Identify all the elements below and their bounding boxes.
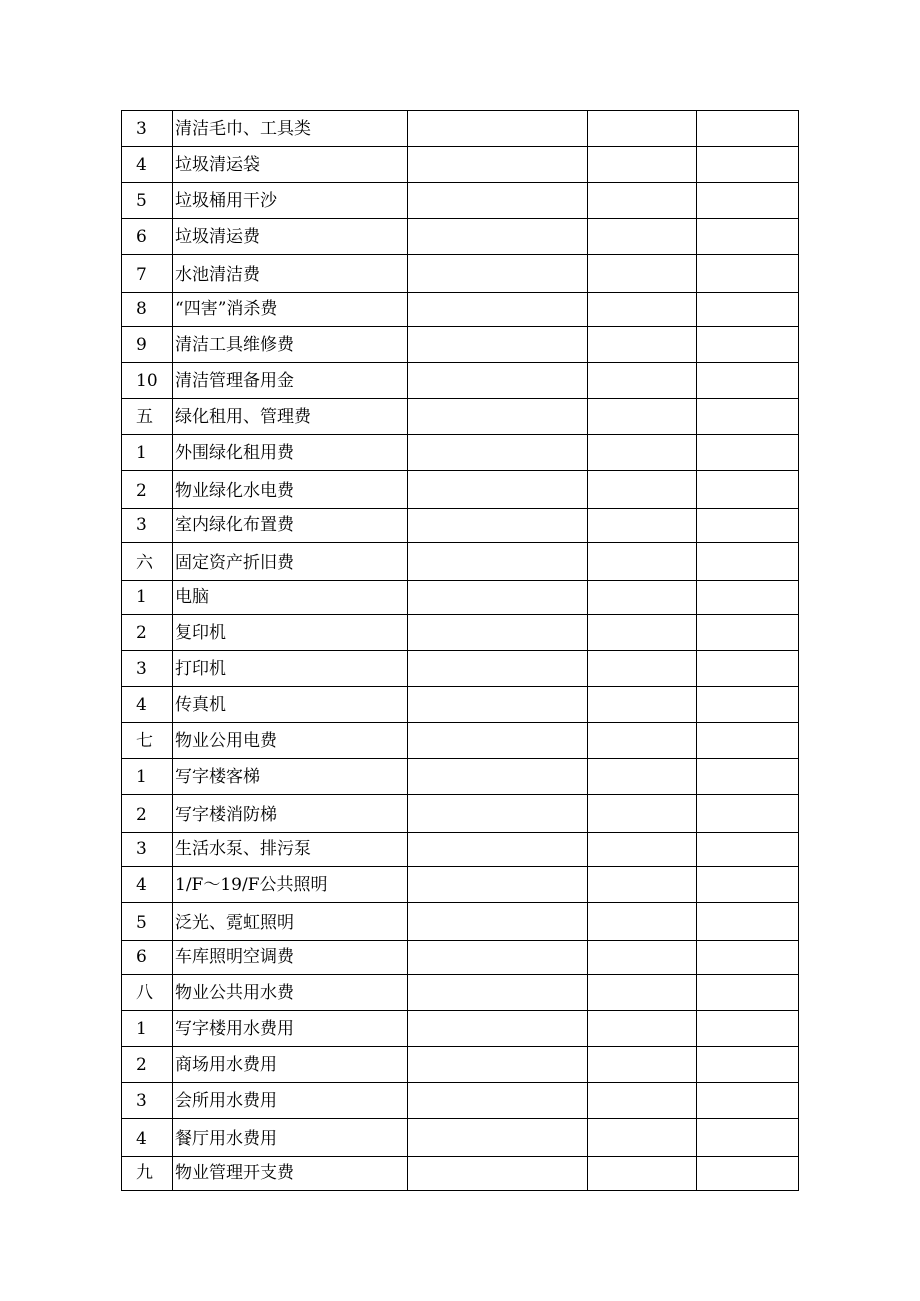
empty-value-cell: [697, 903, 799, 941]
row-number-cell: 五: [122, 399, 173, 435]
row-number-cell: 6: [122, 219, 173, 255]
row-number-cell: 6: [122, 941, 173, 975]
row-item-cell: 电脑: [173, 581, 408, 615]
empty-value-cell: [408, 363, 588, 399]
table-row: [122, 293, 799, 327]
empty-value-cell: [408, 509, 588, 543]
empty-value-cell: [408, 723, 588, 759]
row-item-cell: 车库照明空调费: [173, 941, 408, 975]
empty-value-cell: [408, 147, 588, 183]
empty-value-cell: [408, 615, 588, 651]
row-number-cell: 10: [122, 363, 173, 399]
row-item-cell: 水池清洁费: [173, 255, 408, 293]
table-row: [122, 1011, 799, 1047]
row-number-cell: 3: [122, 833, 173, 867]
table-row: [122, 509, 799, 543]
empty-value-cell: [588, 723, 697, 759]
row-number-cell: 九: [122, 1157, 173, 1191]
row-item-cell: 垃圾清运费: [173, 219, 408, 255]
empty-value-cell: [408, 581, 588, 615]
row-number-cell: 4: [122, 1119, 173, 1157]
table-row: [122, 615, 799, 651]
table-row: [122, 1047, 799, 1083]
row-item-cell: 清洁毛巾、工具类: [173, 111, 408, 147]
row-number-cell: 八: [122, 975, 173, 1011]
empty-value-cell: [697, 867, 799, 903]
row-item-cell: 物业管理开支费: [173, 1157, 408, 1191]
table-row: [122, 723, 799, 759]
row-item-cell: 写字楼消防梯: [173, 795, 408, 833]
empty-value-cell: [408, 327, 588, 363]
row-item-cell: 打印机: [173, 651, 408, 687]
empty-value-cell: [408, 1157, 588, 1191]
table-row: [122, 833, 799, 867]
empty-value-cell: [697, 147, 799, 183]
table-row: [122, 1083, 799, 1119]
table-row: [122, 867, 799, 903]
table-row: [122, 687, 799, 723]
table-row: [122, 363, 799, 399]
row-item-cell: 物业公共用水费: [173, 975, 408, 1011]
row-item-cell: 泛光、霓虹照明: [173, 903, 408, 941]
table-row: [122, 651, 799, 687]
row-item-cell: 写字楼客梯: [173, 759, 408, 795]
row-number-cell: 7: [122, 255, 173, 293]
empty-value-cell: [588, 509, 697, 543]
row-item-cell: 外围绿化租用费: [173, 435, 408, 471]
empty-value-cell: [697, 293, 799, 327]
row-item-cell: 生活水泵、排污泵: [173, 833, 408, 867]
table-row: [122, 543, 799, 581]
row-number-cell: 1: [122, 759, 173, 795]
table-row: [122, 941, 799, 975]
empty-value-cell: [588, 903, 697, 941]
row-number-cell: 2: [122, 795, 173, 833]
row-item-cell: 1/F～19/F公共照明: [173, 867, 408, 903]
empty-value-cell: [697, 1047, 799, 1083]
empty-value-cell: [588, 435, 697, 471]
empty-value-cell: [697, 687, 799, 723]
table-row: [122, 795, 799, 833]
table-row: [122, 147, 799, 183]
empty-value-cell: [697, 723, 799, 759]
table-row: [122, 111, 799, 147]
row-item-cell: 传真机: [173, 687, 408, 723]
row-number-cell: 2: [122, 1047, 173, 1083]
row-item-cell: 会所用水费用: [173, 1083, 408, 1119]
row-item-cell: 垃圾清运袋: [173, 147, 408, 183]
empty-value-cell: [408, 975, 588, 1011]
row-number-cell: 2: [122, 471, 173, 509]
empty-value-cell: [408, 399, 588, 435]
row-number-cell: 2: [122, 615, 173, 651]
table-row: [122, 219, 799, 255]
empty-value-cell: [408, 903, 588, 941]
row-number-cell: 4: [122, 147, 173, 183]
empty-value-cell: [408, 183, 588, 219]
empty-value-cell: [408, 867, 588, 903]
empty-value-cell: [697, 581, 799, 615]
empty-value-cell: [588, 867, 697, 903]
empty-value-cell: [408, 255, 588, 293]
empty-value-cell: [697, 471, 799, 509]
row-number-cell: 3: [122, 651, 173, 687]
empty-value-cell: [588, 399, 697, 435]
empty-value-cell: [588, 975, 697, 1011]
row-item-cell: 商场用水费用: [173, 1047, 408, 1083]
table-row: [122, 183, 799, 219]
empty-value-cell: [408, 833, 588, 867]
empty-value-cell: [408, 111, 588, 147]
table-row: [122, 399, 799, 435]
empty-value-cell: [697, 1011, 799, 1047]
empty-value-cell: [588, 1047, 697, 1083]
table-row: [122, 435, 799, 471]
empty-value-cell: [697, 111, 799, 147]
empty-value-cell: [697, 1157, 799, 1191]
empty-value-cell: [588, 327, 697, 363]
row-item-cell: 室内绿化布置费: [173, 509, 408, 543]
empty-value-cell: [697, 363, 799, 399]
row-number-cell: 3: [122, 1083, 173, 1119]
empty-value-cell: [408, 543, 588, 581]
row-item-cell: “四害”消杀费: [173, 293, 408, 327]
empty-value-cell: [588, 1083, 697, 1119]
row-number-cell: 3: [122, 111, 173, 147]
empty-value-cell: [408, 435, 588, 471]
empty-value-cell: [588, 795, 697, 833]
empty-value-cell: [588, 147, 697, 183]
table-row: [122, 255, 799, 293]
empty-value-cell: [408, 795, 588, 833]
row-item-cell: 清洁管理备用金: [173, 363, 408, 399]
expense-table-body: [122, 111, 799, 1191]
empty-value-cell: [588, 687, 697, 723]
row-number-cell: 1: [122, 435, 173, 471]
empty-value-cell: [408, 759, 588, 795]
row-item-cell: 垃圾桶用干沙: [173, 183, 408, 219]
table-row: [122, 581, 799, 615]
empty-value-cell: [697, 183, 799, 219]
table-row: [122, 1157, 799, 1191]
empty-value-cell: [697, 509, 799, 543]
row-number-cell: 5: [122, 183, 173, 219]
empty-value-cell: [588, 615, 697, 651]
table-row: [122, 1119, 799, 1157]
empty-value-cell: [408, 1119, 588, 1157]
empty-value-cell: [588, 651, 697, 687]
table-row: [122, 903, 799, 941]
empty-value-cell: [697, 1119, 799, 1157]
empty-value-cell: [408, 687, 588, 723]
empty-value-cell: [588, 833, 697, 867]
empty-value-cell: [588, 471, 697, 509]
empty-value-cell: [697, 941, 799, 975]
row-item-cell: 复印机: [173, 615, 408, 651]
row-item-cell: 绿化租用、管理费: [173, 399, 408, 435]
row-number-cell: 5: [122, 903, 173, 941]
empty-value-cell: [697, 759, 799, 795]
empty-value-cell: [588, 1119, 697, 1157]
empty-value-cell: [697, 255, 799, 293]
empty-value-cell: [697, 651, 799, 687]
empty-value-cell: [408, 941, 588, 975]
empty-value-cell: [408, 293, 588, 327]
table-row: [122, 759, 799, 795]
empty-value-cell: [408, 651, 588, 687]
empty-value-cell: [697, 327, 799, 363]
row-number-cell: 3: [122, 509, 173, 543]
row-number-cell: 4: [122, 867, 173, 903]
row-item-cell: 物业绿化水电费: [173, 471, 408, 509]
row-item-cell: 物业公用电费: [173, 723, 408, 759]
empty-value-cell: [588, 293, 697, 327]
empty-value-cell: [588, 219, 697, 255]
empty-value-cell: [697, 1083, 799, 1119]
empty-value-cell: [697, 219, 799, 255]
empty-value-cell: [697, 975, 799, 1011]
row-item-cell: 餐厅用水费用: [173, 1119, 408, 1157]
empty-value-cell: [588, 543, 697, 581]
empty-value-cell: [588, 759, 697, 795]
empty-value-cell: [588, 941, 697, 975]
empty-value-cell: [588, 363, 697, 399]
empty-value-cell: [588, 255, 697, 293]
empty-value-cell: [697, 833, 799, 867]
table-row: [122, 975, 799, 1011]
empty-value-cell: [408, 1011, 588, 1047]
row-item-cell: 清洁工具维修费: [173, 327, 408, 363]
row-number-cell: 1: [122, 1011, 173, 1047]
row-number-cell: 9: [122, 327, 173, 363]
row-number-cell: 8: [122, 293, 173, 327]
row-number-cell: 七: [122, 723, 173, 759]
empty-value-cell: [408, 471, 588, 509]
table-row: [122, 471, 799, 509]
expense-table: [121, 110, 799, 1191]
empty-value-cell: [408, 1083, 588, 1119]
empty-value-cell: [697, 435, 799, 471]
row-number-cell: 六: [122, 543, 173, 581]
row-number-cell: 1: [122, 581, 173, 615]
empty-value-cell: [588, 111, 697, 147]
empty-value-cell: [697, 795, 799, 833]
empty-value-cell: [697, 543, 799, 581]
empty-value-cell: [697, 615, 799, 651]
empty-value-cell: [588, 1157, 697, 1191]
empty-value-cell: [697, 399, 799, 435]
empty-value-cell: [408, 1047, 588, 1083]
table-row: [122, 327, 799, 363]
row-item-cell: 写字楼用水费用: [173, 1011, 408, 1047]
row-number-cell: 4: [122, 687, 173, 723]
empty-value-cell: [588, 581, 697, 615]
empty-value-cell: [588, 183, 697, 219]
empty-value-cell: [408, 219, 588, 255]
row-item-cell: 固定资产折旧费: [173, 543, 408, 581]
empty-value-cell: [588, 1011, 697, 1047]
